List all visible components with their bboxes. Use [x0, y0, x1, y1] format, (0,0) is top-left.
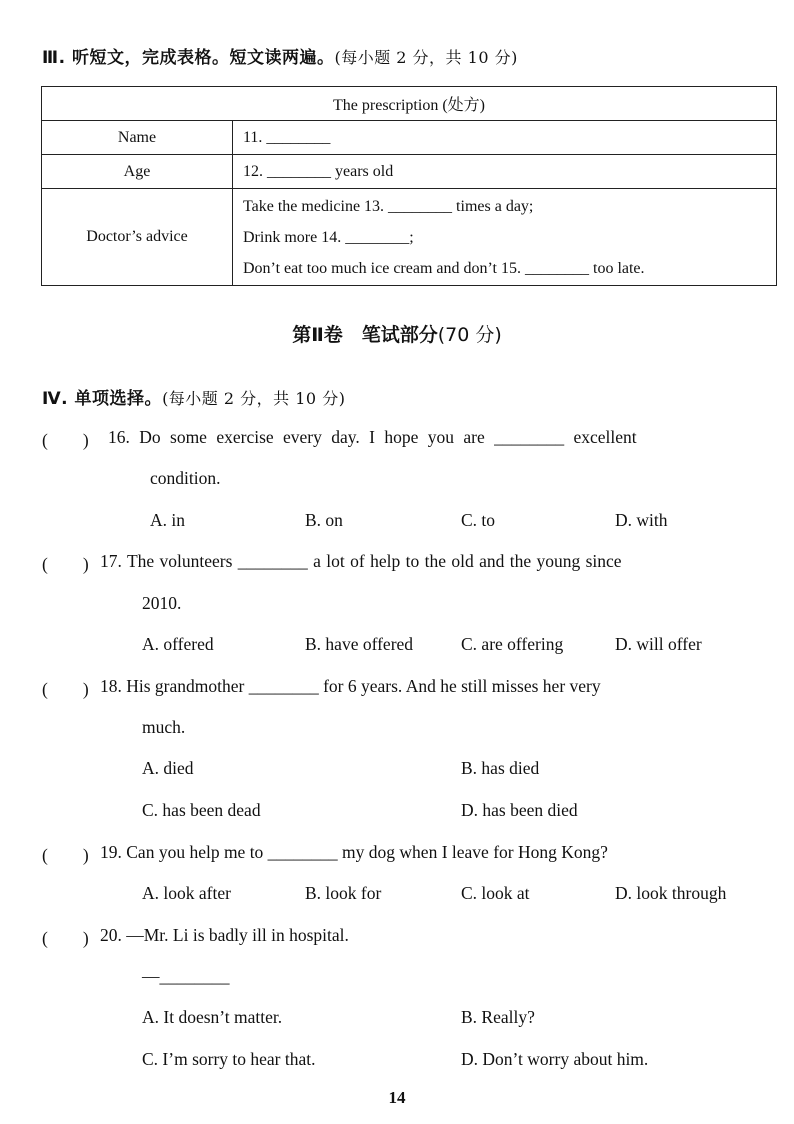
question-18-stem: His grandmother ________ for 6 years. And he still misses her very: [126, 676, 601, 696]
question-19-option-b[interactable]: B. look for: [305, 883, 382, 903]
section-4-heading: [42, 384, 345, 409]
row-value-advice[interactable]: [233, 189, 777, 286]
page-number: 14: [388, 1088, 406, 1107]
prescription-table-title: The prescription (处方): [42, 87, 777, 121]
question-20-line2: —________: [142, 966, 230, 986]
part-2-score: (70 分): [437, 324, 502, 346]
question-19-option-c[interactable]: C. look at: [461, 883, 530, 903]
row-value-name[interactable]: [233, 121, 777, 155]
question-20-stem: —Mr. Li is badly ill in hospital.: [126, 925, 349, 945]
question-17-option-b[interactable]: B. have offered: [305, 634, 414, 654]
answer-bracket-20[interactable]: ( ): [42, 928, 89, 948]
advice-line-15: Don’t eat too much ice cream and don’t 15. ________ too late.: [243, 259, 645, 277]
answer-bracket-19[interactable]: ( ): [42, 845, 89, 865]
row-label-age: Age: [42, 155, 233, 189]
question-16-number: 16.: [108, 427, 130, 447]
question-16-stem: Do some exercise every day. I hope you are ________ excellent: [139, 427, 637, 447]
question-20-line1: [100, 925, 349, 946]
question-18-option-d[interactable]: D. has been died: [461, 800, 578, 820]
answer-11-text: 11. ________: [243, 128, 331, 146]
question-19-number: 19.: [100, 842, 122, 862]
question-16-line2: condition.: [150, 468, 221, 488]
question-18-option-a[interactable]: A. died: [142, 758, 194, 778]
question-17-line2: 2010.: [142, 593, 182, 613]
question-17-option-c[interactable]: C. are offering: [461, 634, 564, 654]
section-4-title: Ⅳ. 单项选择。: [42, 389, 163, 409]
question-16-option-d[interactable]: D. with: [615, 510, 668, 530]
question-19-option-d[interactable]: D. look through: [615, 883, 727, 903]
prescription-table: [41, 86, 777, 286]
row-label-advice: Doctor’s advice: [42, 189, 233, 286]
answer-bracket-17[interactable]: ( ): [42, 554, 89, 574]
section-4-note: (每小题 2 分，共 10 分): [162, 389, 346, 408]
question-19-option-a[interactable]: A. look after: [142, 883, 231, 903]
advice-line-14: Drink more 14. ________;: [243, 228, 414, 246]
row-value-age[interactable]: [233, 155, 777, 189]
part-2-title: [0, 320, 794, 347]
advice-line-13: Take the medicine 13. ________ times a day;: [243, 197, 534, 215]
question-20-option-a[interactable]: A. It doesn’t matter.: [142, 1007, 283, 1027]
answer-12-text: 12. ________ years old: [243, 162, 394, 180]
question-18-option-b[interactable]: B. has died: [461, 758, 540, 778]
part-2-title-text: 第Ⅱ卷 笔试部分: [292, 324, 438, 346]
question-18-number: 18.: [100, 676, 122, 696]
question-17-option-d[interactable]: D. will offer: [615, 634, 702, 654]
section-3-heading: [42, 43, 518, 68]
question-17-line1: [100, 551, 622, 572]
question-17-option-a[interactable]: A. offered: [142, 634, 214, 654]
answer-bracket-16[interactable]: ( ): [42, 430, 89, 450]
question-18-line1: [100, 676, 601, 697]
question-20-option-d[interactable]: D. Don’t worry about him.: [461, 1049, 649, 1069]
question-16-option-c[interactable]: C. to: [461, 510, 496, 530]
row-label-name: Name: [42, 121, 233, 155]
question-16-option-a[interactable]: A. in: [150, 510, 185, 530]
question-20-number: 20.: [100, 925, 122, 945]
question-18-line2: much.: [142, 717, 186, 737]
question-17-stem: The volunteers ________ a lot of help to the old and the young since: [126, 551, 622, 571]
question-19-line1: [100, 842, 608, 863]
question-20-option-b[interactable]: B. Really?: [461, 1007, 535, 1027]
question-19-stem: Can you help me to ________ my dog when I leave for Hong Kong?: [126, 842, 608, 862]
section-3-note: (每小题 2 分，共 10 分): [334, 48, 518, 67]
question-16-line1: [108, 427, 637, 448]
question-16-option-b[interactable]: B. on: [305, 510, 343, 530]
question-20-option-c[interactable]: C. I’m sorry to hear that.: [142, 1049, 316, 1069]
answer-bracket-18[interactable]: ( ): [42, 679, 89, 699]
question-18-option-c[interactable]: C. has been dead: [142, 800, 261, 820]
section-3-title: Ⅲ. 听短文，完成表格。短文读两遍。: [42, 48, 335, 68]
question-17-number: 17.: [100, 551, 122, 571]
